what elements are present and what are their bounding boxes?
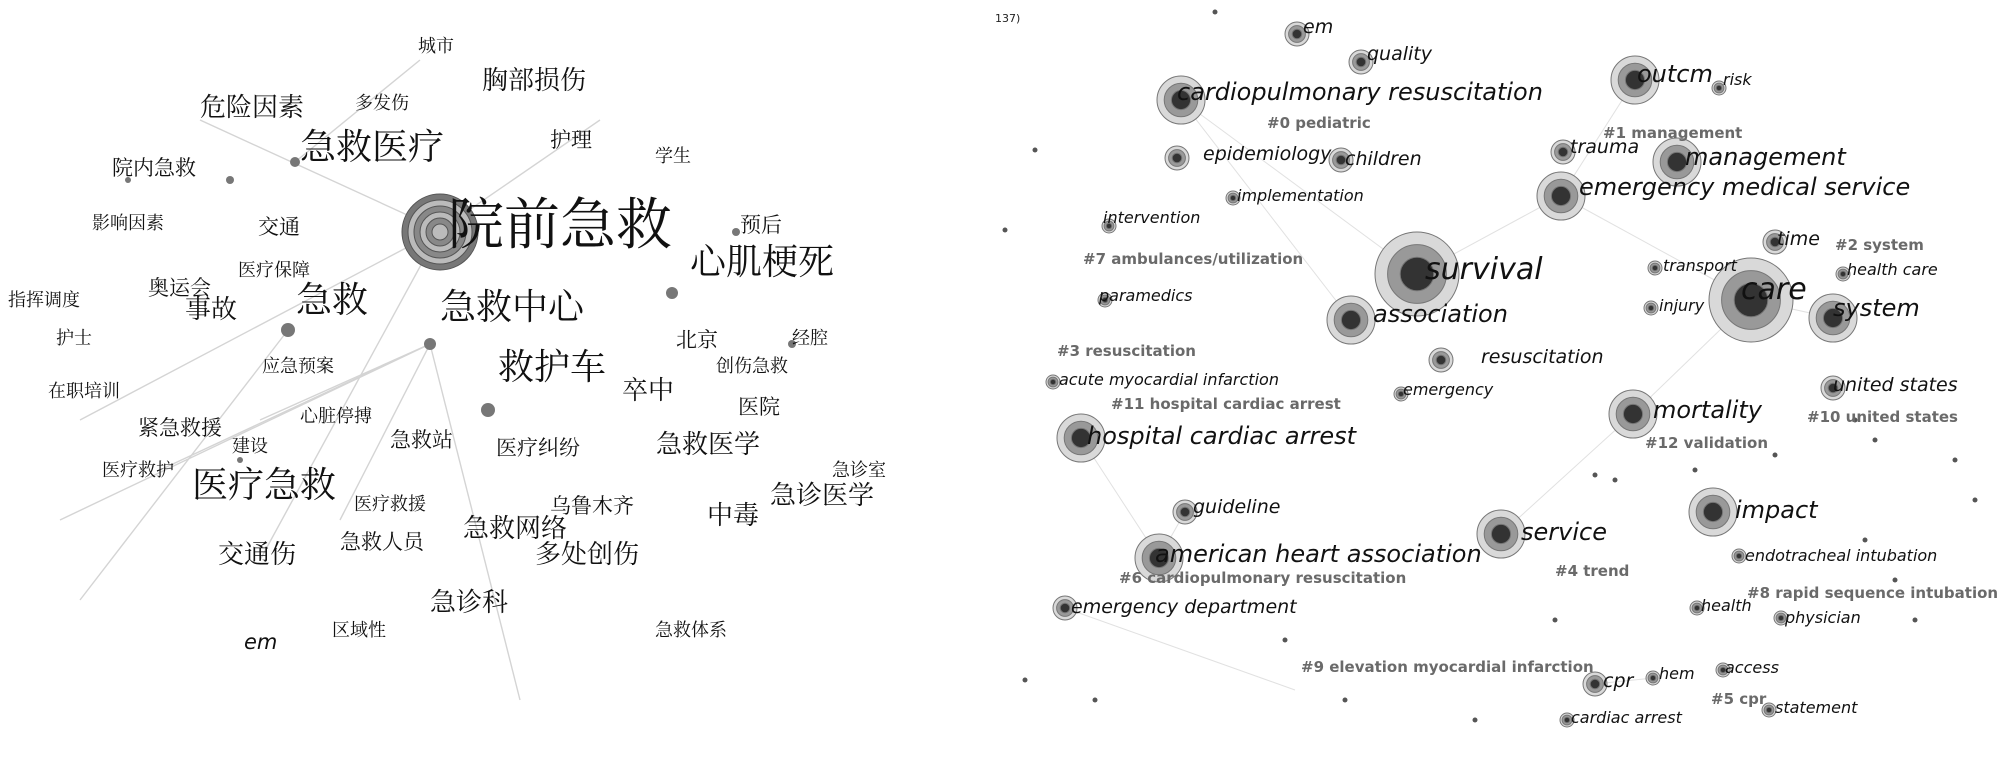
right-node-dot bbox=[1590, 679, 1600, 689]
left-node-label: 北京 bbox=[676, 328, 718, 352]
right-node-dot bbox=[1356, 57, 1366, 67]
left-node-dot bbox=[732, 228, 740, 236]
right-node-dot bbox=[1650, 675, 1656, 681]
right-node-label: hospital cardiac arrest bbox=[1087, 422, 1357, 450]
left-node-label: 急救医学 bbox=[656, 430, 761, 460]
left-node-label: 急救医疗 bbox=[300, 127, 445, 168]
cluster-label: #0 pediatric bbox=[1267, 114, 1371, 132]
left-node-label: 中毒 bbox=[707, 501, 760, 531]
left-node-label: 医疗急救 bbox=[192, 465, 337, 506]
left-node-label: 区域性 bbox=[332, 620, 386, 641]
minor-node bbox=[1343, 698, 1348, 703]
right-node-label: resuscitation bbox=[1481, 346, 1604, 368]
left-node-label: 在职培训 bbox=[48, 381, 120, 402]
minor-node bbox=[1913, 618, 1918, 623]
right-node-label: cardiopulmonary resuscitation bbox=[1177, 78, 1543, 106]
right-node-label: service bbox=[1521, 518, 1607, 546]
right-node-dot bbox=[1060, 603, 1070, 613]
left-node-label: 急救 bbox=[296, 280, 369, 321]
left-node-label: 救护车 bbox=[498, 347, 607, 388]
right-node-dot bbox=[1736, 553, 1742, 559]
left-node-label: 院前急救 bbox=[448, 193, 672, 258]
right-node-label: hem bbox=[1659, 664, 1695, 683]
right-link bbox=[1181, 100, 1351, 320]
right-node-dot bbox=[1716, 85, 1722, 91]
right-node-label: outcm bbox=[1637, 60, 1713, 88]
left-node-label: 医疗救护 bbox=[102, 460, 174, 481]
right-node-label: mortality bbox=[1653, 396, 1762, 424]
minor-node bbox=[1213, 10, 1218, 15]
cluster-label: #10 united states bbox=[1807, 408, 1958, 426]
minor-node bbox=[1953, 458, 1958, 463]
right-node-dot bbox=[1778, 615, 1784, 621]
left-node-label: 多处创伤 bbox=[535, 540, 640, 570]
left-network-links bbox=[0, 0, 940, 767]
left-link bbox=[80, 230, 440, 420]
right-node-label: endotracheal intubation bbox=[1745, 546, 1938, 565]
minor-node bbox=[1553, 618, 1558, 623]
left-node-label: 急诊室 bbox=[832, 460, 886, 481]
right-node-dot bbox=[1292, 29, 1302, 39]
right-node-dot bbox=[1667, 152, 1686, 171]
left-node-label: em bbox=[244, 630, 278, 654]
right-node-label: american heart association bbox=[1155, 540, 1482, 568]
right-node-dot bbox=[1172, 153, 1182, 163]
right-node-label: emergency bbox=[1403, 380, 1494, 399]
left-node-label: 医疗保障 bbox=[238, 260, 310, 281]
left-node-label: 心肌梗死 bbox=[690, 242, 835, 283]
right-node-label: access bbox=[1725, 658, 1779, 677]
cluster-label: #8 rapid sequence intubation bbox=[1747, 584, 1999, 602]
left-node-label: 交通 bbox=[258, 215, 300, 239]
right-node-label: injury bbox=[1659, 296, 1705, 315]
right-node-dot bbox=[1436, 355, 1446, 365]
left-node-label: 急救网络 bbox=[463, 514, 568, 544]
right-node-dot bbox=[1341, 310, 1360, 329]
left-node-dot bbox=[424, 338, 436, 350]
left-node-dot bbox=[281, 323, 295, 337]
left-node-label: 乌鲁木齐 bbox=[550, 494, 634, 518]
right-node-label: system bbox=[1833, 294, 1920, 322]
right-link bbox=[1065, 608, 1295, 690]
corner-text: 137) bbox=[995, 12, 1021, 25]
right-node-label: united states bbox=[1833, 374, 1958, 396]
minor-node bbox=[1003, 228, 1008, 233]
left-node-label: 预后 bbox=[740, 213, 782, 237]
left-node-label: 建设 bbox=[232, 436, 268, 457]
left-node-label: 护士 bbox=[56, 328, 92, 349]
right-node-label: health bbox=[1701, 596, 1752, 615]
right-node-label: survival bbox=[1425, 252, 1543, 287]
left-node-label: 医院 bbox=[738, 395, 780, 419]
left-node-label: 交通伤 bbox=[218, 540, 297, 570]
right-node-label: cardiac arrest bbox=[1571, 708, 1682, 727]
right-node-label: association bbox=[1373, 300, 1508, 328]
minor-node bbox=[1693, 468, 1698, 473]
left-node-label: 护理 bbox=[550, 128, 592, 152]
left-node-label: 医疗救援 bbox=[354, 494, 426, 515]
left-node-label: 事故 bbox=[185, 295, 238, 325]
left-node-label: 城市 bbox=[418, 36, 454, 57]
cluster-label: #5 cpr bbox=[1711, 690, 1767, 708]
minor-node bbox=[1033, 148, 1038, 153]
left-node-label: 急救体系 bbox=[655, 620, 727, 641]
right-node-label: time bbox=[1777, 228, 1820, 250]
cluster-label: #2 system bbox=[1835, 236, 1924, 254]
right-node-label: emergency department bbox=[1071, 596, 1297, 618]
right-node-dot bbox=[1491, 524, 1510, 543]
cluster-label: #7 ambulances/utilization bbox=[1083, 250, 1304, 268]
right-node-label: intervention bbox=[1103, 208, 1201, 227]
right-node-dot bbox=[1564, 717, 1570, 723]
left-node-label: 急救站 bbox=[390, 428, 453, 452]
right-node-dot bbox=[1652, 265, 1658, 271]
minor-node bbox=[1023, 678, 1028, 683]
right-node-dot bbox=[1694, 605, 1700, 611]
left-node-label: 影响因素 bbox=[92, 213, 164, 234]
left-node-label: 经腔 bbox=[792, 328, 828, 349]
left-node-label: 急救中心 bbox=[440, 287, 585, 328]
left-node-label: 奥运会 bbox=[148, 276, 211, 300]
right-node-dot bbox=[1180, 507, 1190, 517]
minor-node bbox=[1613, 478, 1618, 483]
cluster-label: #11 hospital cardiac arrest bbox=[1111, 395, 1341, 413]
right-node-label: trauma bbox=[1570, 136, 1640, 158]
minor-node bbox=[1093, 698, 1098, 703]
right-node-label: statement bbox=[1775, 698, 1858, 717]
right-node-dot bbox=[1551, 186, 1570, 205]
minor-node bbox=[1773, 453, 1778, 458]
left-node-dot bbox=[237, 457, 243, 463]
right-node-dot bbox=[1648, 305, 1654, 311]
left-node-label: 医疗纠纷 bbox=[496, 436, 580, 460]
left-node-label: 急诊医学 bbox=[770, 481, 875, 511]
left-node-label: 危险因素 bbox=[200, 93, 305, 123]
left-node-label: 心脏停搏 bbox=[300, 406, 372, 427]
english-keyword-network bbox=[995, 0, 2008, 767]
right-node-dot bbox=[1840, 271, 1846, 277]
left-node-label: 多发伤 bbox=[355, 93, 409, 114]
left-node-dot bbox=[481, 403, 495, 417]
left-node-label: 指挥调度 bbox=[8, 290, 80, 311]
left-node-dot bbox=[290, 157, 300, 167]
right-node-label: risk bbox=[1723, 70, 1752, 89]
minor-node bbox=[1593, 473, 1598, 478]
right-node-label: guideline bbox=[1193, 496, 1281, 518]
right-node-dot bbox=[1230, 195, 1236, 201]
right-node-dot bbox=[1050, 379, 1056, 385]
right-node-label: cpr bbox=[1603, 670, 1634, 692]
right-node-label: emergency medical service bbox=[1579, 173, 1911, 201]
minor-node bbox=[1873, 438, 1878, 443]
left-node-label: 院内急救 bbox=[112, 156, 196, 180]
cluster-label: #4 trend bbox=[1555, 562, 1630, 580]
left-node-label: 创伤急救 bbox=[716, 356, 788, 377]
right-node-label: implementation bbox=[1237, 186, 1364, 205]
right-node-label: health care bbox=[1847, 260, 1938, 279]
left-node-dot bbox=[226, 176, 234, 184]
minor-node bbox=[1893, 578, 1898, 583]
left-node-label: 卒中 bbox=[622, 376, 675, 406]
right-node-label: physician bbox=[1785, 608, 1861, 627]
right-node-label: paramedics bbox=[1099, 286, 1193, 305]
right-node-label: em bbox=[1303, 16, 1334, 38]
right-node-dot bbox=[1558, 147, 1568, 157]
left-node-label: 急救人员 bbox=[340, 530, 424, 554]
right-node-label: epidemiology bbox=[1203, 143, 1332, 165]
right-node-label: care bbox=[1741, 272, 1807, 307]
right-node-dot bbox=[1766, 707, 1772, 713]
right-node-label: transport bbox=[1663, 256, 1737, 275]
chinese-keyword-network bbox=[0, 0, 940, 767]
left-node-dot bbox=[666, 287, 678, 299]
right-node-label: management bbox=[1685, 143, 1846, 171]
minor-node bbox=[1473, 718, 1478, 723]
right-node-dot bbox=[1623, 404, 1642, 423]
minor-node bbox=[1283, 638, 1288, 643]
right-node-label: children bbox=[1345, 148, 1422, 170]
left-node-label: 紧急救援 bbox=[138, 416, 222, 440]
cluster-label: #6 cardiopulmonary resuscitation bbox=[1119, 569, 1407, 587]
cluster-label: #12 validation bbox=[1645, 434, 1769, 452]
right-node-label: quality bbox=[1367, 43, 1432, 65]
right-node-dot bbox=[1703, 502, 1722, 521]
right-link bbox=[1501, 414, 1633, 534]
cluster-label: #1 management bbox=[1603, 124, 1743, 142]
left-node-label: 应急预案 bbox=[262, 356, 334, 377]
minor-node bbox=[1863, 538, 1868, 543]
left-node-label: 学生 bbox=[655, 146, 691, 167]
cluster-label: #3 resuscitation bbox=[1057, 342, 1196, 360]
right-node-label: impact bbox=[1735, 496, 1818, 524]
hub-node-ring bbox=[432, 224, 448, 240]
right-node-label: acute myocardial infarction bbox=[1059, 370, 1279, 389]
left-node-label: 胸部损伤 bbox=[482, 66, 587, 96]
minor-node bbox=[1973, 498, 1978, 503]
left-node-label: 急诊科 bbox=[430, 588, 509, 618]
cluster-label: #9 elevation myocardial infarction bbox=[1301, 658, 1594, 676]
